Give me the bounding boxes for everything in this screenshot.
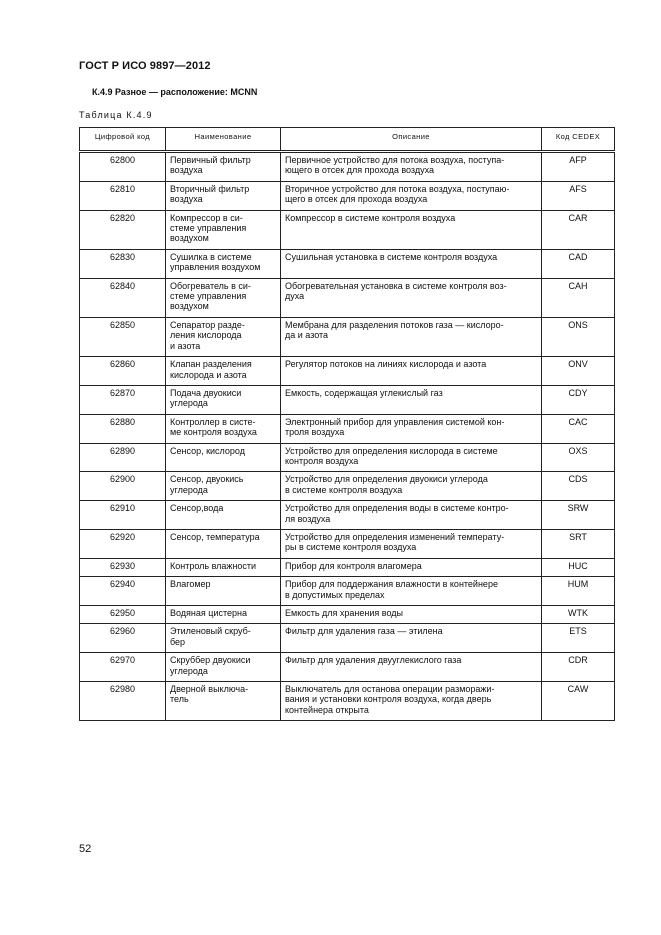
cell-code: 62940: [80, 577, 166, 606]
cell-description: Первичное устройство для потока воздуха, поступа- ющего в отсек для прохода воздуха: [281, 152, 542, 182]
column-header-cedex: Код CEDEX: [542, 128, 615, 152]
document-header: ГОСТ Р ИСО 9897—2012: [79, 60, 211, 72]
cell-name: Сенсор, температура: [166, 529, 281, 558]
cell-code: 62830: [80, 249, 166, 278]
cell-cedex: CDR: [542, 653, 615, 682]
table-row: [80, 653, 615, 682]
table-row: [80, 501, 615, 530]
cell-name: Контроль влажности: [166, 558, 281, 576]
cell-cedex: CAR: [542, 210, 615, 249]
cell-cedex: WTK: [542, 606, 615, 624]
cell-cedex: SRW: [542, 501, 615, 530]
table-body: [80, 152, 615, 721]
cell-cedex: CDS: [542, 472, 615, 501]
table-row: [80, 210, 615, 249]
cell-description: Устройство для определения изменений температу- ры в системе контроля воздуха: [281, 529, 542, 558]
table-row: [80, 357, 615, 386]
cell-description: Устройство для определения кислорода в системе контроля воздуха: [281, 443, 542, 472]
table-row: [80, 249, 615, 278]
cell-code: 62890: [80, 443, 166, 472]
cell-code: 62870: [80, 385, 166, 414]
cell-name: Первичный фильтр воздуха: [166, 152, 281, 182]
column-header-code: Цифровой код: [80, 128, 166, 152]
cell-name: Этиленовый скруб- бер: [166, 624, 281, 653]
table-row: [80, 529, 615, 558]
cell-code: 62860: [80, 357, 166, 386]
column-header-name: Наименование: [166, 128, 281, 152]
cell-name: Подача двуокиси углерода: [166, 385, 281, 414]
cell-cedex: AFS: [542, 181, 615, 210]
cell-name: Дверной выключа- тель: [166, 682, 281, 721]
cell-description: Устройство для определения воды в системе контро- ля воздуха: [281, 501, 542, 530]
cell-name: Скруббер двуокиси углерода: [166, 653, 281, 682]
cell-code: 62930: [80, 558, 166, 576]
cell-description: Выключатель для останова операции разморажи- вания и установки контроля воздуха, когда дверь контейнера открыта: [281, 682, 542, 721]
cell-description: Обогревательная установка в системе контроля воз- духа: [281, 278, 542, 317]
cell-description: Мембрана для разделения потоков газа — кислоро- да и азота: [281, 317, 542, 356]
cell-cedex: CAW: [542, 682, 615, 721]
cell-name: Сепаратор разде- ления кислорода и азота: [166, 317, 281, 356]
cell-code: 62820: [80, 210, 166, 249]
cell-code: 62800: [80, 152, 166, 182]
table-row: [80, 317, 615, 356]
cell-description: Устройство для определения двуокиси углерода в системе контроля воздуха: [281, 472, 542, 501]
cell-code: 62950: [80, 606, 166, 624]
cell-cedex: CAD: [542, 249, 615, 278]
cell-description: Фильтр для удаления двууглекислого газа: [281, 653, 542, 682]
cell-cedex: ONV: [542, 357, 615, 386]
table-row: [80, 443, 615, 472]
cell-code: 62850: [80, 317, 166, 356]
cell-description: Компрессор в системе контроля воздуха: [281, 210, 542, 249]
cell-description: Прибор для поддержания влажности в контейнере в допустимых пределах: [281, 577, 542, 606]
cell-name: Обогреватель в си- стеме управления воздухом: [166, 278, 281, 317]
cell-name: Сенсор,вода: [166, 501, 281, 530]
cell-cedex: ONS: [542, 317, 615, 356]
table-row: [80, 414, 615, 443]
cell-name: Сенсор, кислород: [166, 443, 281, 472]
cell-name: Клапан разделения кислорода и азота: [166, 357, 281, 386]
table-row: [80, 606, 615, 624]
cell-cedex: CDY: [542, 385, 615, 414]
cell-code: 62910: [80, 501, 166, 530]
cell-code: 62980: [80, 682, 166, 721]
cell-name: Компрессор в си- стеме управления воздухом: [166, 210, 281, 249]
cell-description: Регулятор потоков на линиях кислорода и азота: [281, 357, 542, 386]
cell-code: 62880: [80, 414, 166, 443]
table-row: [80, 278, 615, 317]
cell-name: Сушилка в системе управления воздухом: [166, 249, 281, 278]
table-row: [80, 181, 615, 210]
cell-name: Контроллер в систе- ме контроля воздуха: [166, 414, 281, 443]
cell-description: Вторичное устройство для потока воздуха, поступаю- щего в отсек для прохода воздуха: [281, 181, 542, 210]
codes-table: [79, 127, 615, 721]
cell-code: 62970: [80, 653, 166, 682]
cell-description: Емкость для хранения воды: [281, 606, 542, 624]
cell-description: Емкость, содержащая углекислый газ: [281, 385, 542, 414]
table-row: [80, 682, 615, 721]
cell-cedex: CAC: [542, 414, 615, 443]
table-header-row: [80, 128, 615, 152]
cell-name: Вторичный фильтр воздуха: [166, 181, 281, 210]
cell-code: 62960: [80, 624, 166, 653]
cell-name: Водяная цистерна: [166, 606, 281, 624]
cell-cedex: SRT: [542, 529, 615, 558]
cell-code: 62900: [80, 472, 166, 501]
table-row: [80, 577, 615, 606]
page-number: 52: [79, 843, 92, 855]
column-header-description: Описание: [281, 128, 542, 152]
cell-cedex: HUM: [542, 577, 615, 606]
cell-code: 62810: [80, 181, 166, 210]
cell-description: Электронный прибор для управления системой кон- троля воздуха: [281, 414, 542, 443]
table-row: [80, 558, 615, 576]
cell-description: Прибор для контроля влагомера: [281, 558, 542, 576]
cell-cedex: AFP: [542, 152, 615, 182]
table-row: [80, 624, 615, 653]
cell-cedex: HUC: [542, 558, 615, 576]
section-title: К.4.9 Разное — расположение: MCNN: [92, 87, 258, 97]
cell-name: Влагомер: [166, 577, 281, 606]
cell-code: 62840: [80, 278, 166, 317]
cell-cedex: CAH: [542, 278, 615, 317]
cell-name: Сенсор, двуокись углерода: [166, 472, 281, 501]
table-row: [80, 385, 615, 414]
cell-cedex: ETS: [542, 624, 615, 653]
cell-description: Фильтр для удаления газа — этилена: [281, 624, 542, 653]
cell-code: 62920: [80, 529, 166, 558]
table-caption: Таблица К.4.9: [79, 110, 153, 120]
cell-cedex: OXS: [542, 443, 615, 472]
cell-description: Сушильная установка в системе контроля воздуха: [281, 249, 542, 278]
table-row: [80, 472, 615, 501]
table-row: [80, 152, 615, 182]
